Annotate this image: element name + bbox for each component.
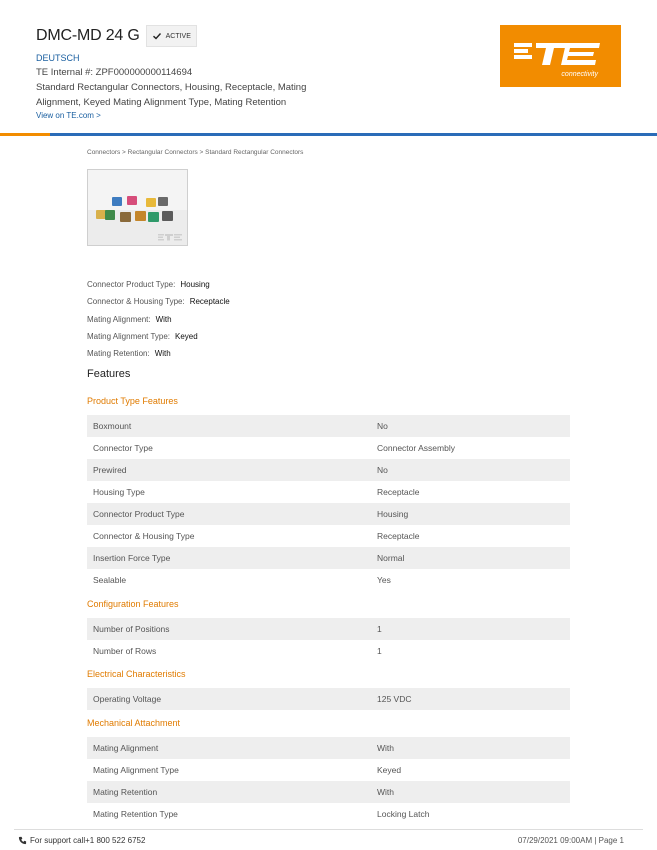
summary-spec-row (87, 311, 230, 328)
divider-blue-segment (50, 133, 657, 136)
table-row (87, 415, 570, 437)
table-row (87, 503, 570, 525)
feature-section (87, 598, 570, 662)
feature-name: Number of Rows (93, 646, 157, 656)
status-badge-label: ACTIVE (165, 32, 191, 40)
table-row (87, 640, 570, 662)
product-description: Standard Rectangular Connectors, Housing, Receptacle, Mating Alignment, Keyed Mating Alignment Type, Mating Retention (36, 82, 307, 108)
feature-name: Insertion Force Type (93, 553, 171, 563)
table-row (87, 618, 570, 640)
summary-spec-label: Connector & Housing Type: (87, 297, 185, 307)
summary-spec-value: With (155, 314, 172, 324)
table-row (87, 688, 570, 710)
features-heading: Features (87, 368, 131, 380)
summary-spec-label: Mating Retention: (87, 349, 150, 359)
summary-spec-row (87, 328, 230, 345)
view-on-te-link[interactable]: View on TE.com > (36, 111, 101, 120)
feature-value: Locking Latch (377, 809, 430, 819)
section-title: Mechanical Attachment (87, 718, 181, 728)
summary-spec-label: Mating Alignment Type: (87, 332, 171, 342)
feature-value: 1 (377, 646, 382, 656)
feature-section (87, 668, 570, 710)
table-row (87, 569, 570, 591)
feature-value: With (377, 787, 394, 797)
section-title: Configuration Features (87, 599, 179, 609)
feature-name: Number of Positions (93, 624, 170, 634)
feature-section (87, 395, 570, 591)
table-row (87, 437, 570, 459)
title-row (36, 25, 197, 47)
feature-name: Prewired (93, 465, 127, 475)
te-logo (500, 25, 621, 87)
table-row (87, 459, 570, 481)
summary-spec-label: Mating Alignment: (87, 314, 151, 324)
table-row (87, 525, 570, 547)
summary-spec-row (87, 293, 230, 310)
feature-name: Connector Product Type (93, 509, 185, 519)
internal-number: TE Internal #: ZPF000000000114694 (36, 67, 193, 78)
feature-value: Connector Assembly (377, 443, 455, 453)
breadcrumb[interactable]: Connectors > Rectangular Connectors > Standard Rectangular Connectors (87, 149, 304, 156)
summary-spec-value: Receptacle (189, 297, 230, 307)
feature-name: Connector & Housing Type (93, 531, 195, 541)
footer-divider (14, 829, 643, 830)
summary-spec-value: With (154, 349, 171, 359)
table-row (87, 737, 570, 759)
feature-name: Housing Type (93, 487, 145, 497)
table-row (87, 803, 570, 825)
feature-name: Sealable (93, 575, 127, 585)
table-row (87, 781, 570, 803)
feature-name: Mating Alignment (93, 743, 159, 753)
support-phone: For support call+1 800 522 6752 (30, 836, 146, 845)
header-divider (0, 133, 657, 136)
check-icon (152, 31, 162, 41)
product-title: DMC-MD 24 G (36, 27, 140, 44)
feature-name: Connector Type (93, 443, 153, 453)
product-image (87, 169, 188, 246)
feature-value: Yes (377, 575, 391, 585)
summary-spec-row (87, 276, 230, 293)
feature-value: With (377, 743, 394, 753)
phone-icon (18, 836, 27, 845)
table-row (87, 547, 570, 569)
logo-tagline: connectivity (561, 71, 598, 78)
feature-section (87, 717, 570, 825)
feature-value: 125 VDC (377, 694, 412, 704)
table-row (87, 759, 570, 781)
section-title: Product Type Features (87, 396, 178, 406)
feature-value: 1 (377, 624, 382, 634)
feature-name: Mating Retention Type (93, 809, 178, 819)
feature-name: Boxmount (93, 421, 132, 431)
te-logo-icon (500, 25, 621, 87)
feature-value: Receptacle (377, 487, 420, 497)
date-page: 07/29/2021 09:00AM | Page 1 (517, 836, 624, 845)
feature-value: No (377, 421, 388, 431)
feature-value: Keyed (377, 765, 402, 775)
divider-orange-segment (0, 133, 50, 136)
feature-value: Receptacle (377, 531, 420, 541)
brand-link[interactable]: DEUTSCH (36, 53, 80, 63)
section-title: Electrical Characteristics (87, 669, 186, 679)
summary-spec-list (87, 276, 230, 362)
feature-value: Housing (377, 509, 409, 519)
feature-value: No (377, 465, 388, 475)
table-row (87, 481, 570, 503)
status-badge (146, 25, 197, 47)
feature-name: Operating Voltage (93, 694, 162, 704)
feature-value: Normal (377, 553, 405, 563)
page-header (0, 0, 657, 133)
summary-spec-row (87, 345, 230, 362)
summary-spec-value: Keyed (175, 332, 198, 342)
support-info (18, 836, 145, 845)
feature-name: Mating Retention (93, 787, 158, 797)
summary-spec-value: Housing (180, 280, 210, 290)
summary-spec-label: Connector Product Type: (87, 280, 176, 290)
product-photo-illustration (88, 170, 188, 246)
feature-name: Mating Alignment Type (93, 765, 179, 775)
